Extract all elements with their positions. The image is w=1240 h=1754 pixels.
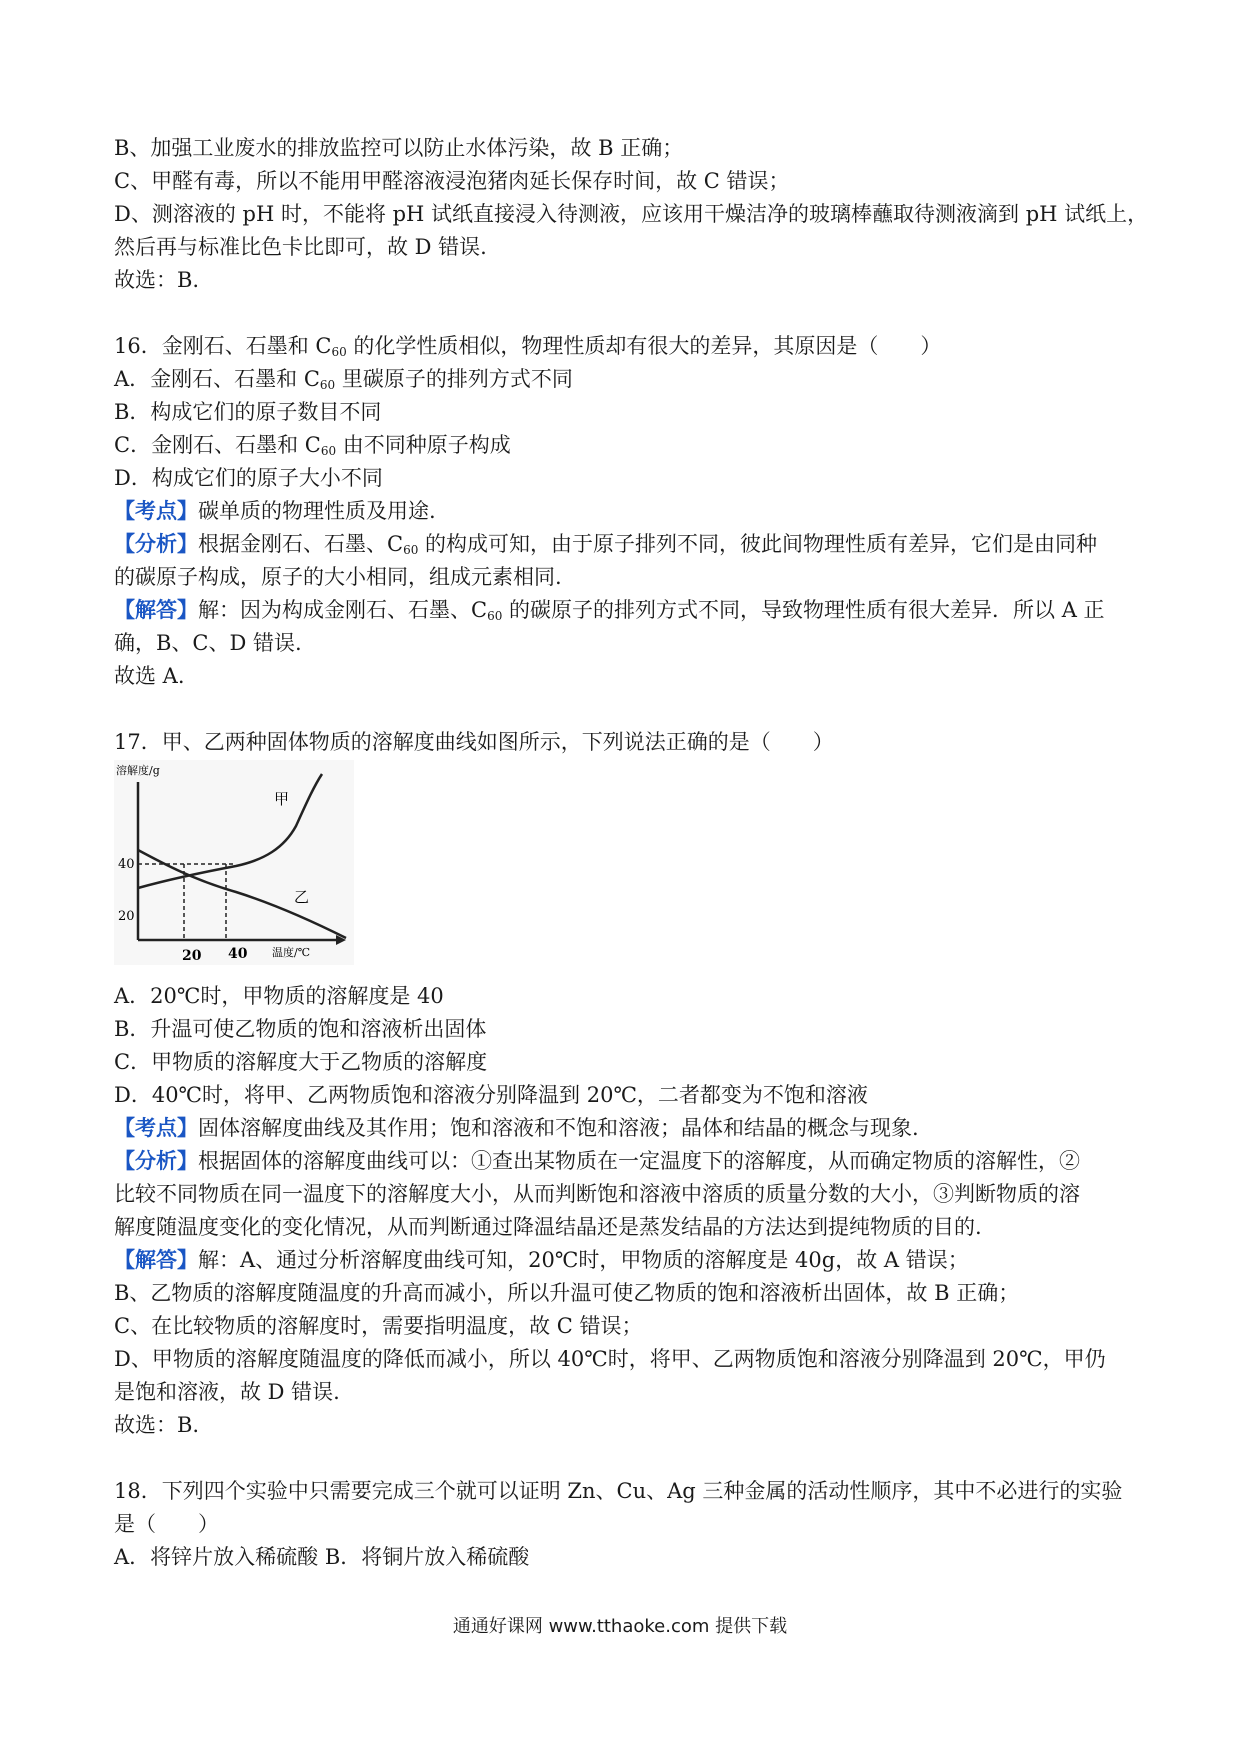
text-line: 【考点】固体溶解度曲线及其作用；饱和溶液和不饱和溶液；晶体和结晶的概念与现象. [114,1115,919,1140]
text-line: 解度随温度变化的变化情况，从而判断通过降温结晶还是蒸发结晶的方法达到提纯物质的目的. [114,1215,982,1239]
text-line: A．金刚石、石墨和 $C_{60}$ 里碳原子的排列方式不同 [114,367,573,392]
chart-background [114,760,354,965]
text-line: A．将锌片放入稀硫酸 B．将铜片放入稀硫酸 [114,1545,530,1569]
text-line: B．升温可使乙物质的饱和溶液析出固体 [114,1017,487,1041]
text-line: 确，B、C、D 错误. [114,631,302,655]
text-line: C、在比较物质的溶解度时，需要指明温度，故 C 错误； [114,1314,643,1338]
x-axis-label: 温度/℃ [272,946,311,959]
text-line: D．构成它们的原子大小不同 [114,466,383,490]
y-tick-40: 40 [118,857,135,872]
text-line: 16．金刚石、石墨和 $C_{60}$ 的化学性质相似，物理性质却有很大的差异，其原因是（ ） [114,334,942,359]
text-line: 【分析】根据金刚石、石墨、$C_{60}$ 的构成可知，由于原子排列不同，彼此间物理性质有差异，它们是由同种 [114,531,1098,557]
text-line: 然后再与标准比色卡比即可，故 D 错误. [114,235,487,259]
curve-label-yi: 乙 [294,888,310,906]
text-line: 故选：B. [114,268,200,292]
text-line: 的碳原子构成，原子的大小相同，组成元素相同. [114,565,562,589]
text-line: B、乙物质的溶解度随温度的升高而减小，所以升温可使乙物质的饱和溶液析出固体，故 B 正确； [114,1281,1020,1305]
text-line: D、测溶液的 pH 时，不能将 pH 试纸直接浸入待测液，应该用干燥洁净的玻璃棒蘸取待测液滴到 pH 试纸上， [114,202,1149,226]
text-line: A．20℃时，甲物质的溶解度是 40 [114,984,444,1008]
text-line: 是饱和溶液，故 D 错误. [114,1380,340,1404]
text-line: D、甲物质的溶解度随温度的降低而减小，所以 40℃时，将甲、乙两物质饱和溶液分别降温到 20℃，甲仍 [114,1347,1106,1371]
text-line: 比较不同物质在同一温度下的溶解度大小，从而判断饱和溶液中溶质的质量分数的大小，③判断物质的溶 [114,1182,1080,1206]
curve-label-jia: 甲 [274,790,290,808]
text-line: C．甲物质的溶解度大于乙物质的溶解度 [114,1050,488,1074]
x-tick-40: 40 [228,946,248,962]
page-footer: 通通好课网 www.tthaoke.com 提供下载 [452,1616,788,1637]
x-tick-20: 20 [182,948,202,964]
text-line: 是（ ） [114,1512,219,1536]
text-line: 【解答】解：因为构成金刚石、石墨、$C_{60}$ 的碳原子的排列方式不同，导致物理性质有很大差异．所以 A 正 [114,597,1105,623]
text-line: 【分析】根据固体的溶解度曲线可以：①查出某物质在一定温度下的溶解度，从而确定物质的溶解性，② [114,1148,1080,1173]
text-line: 故选 A. [114,664,185,688]
text-line: 18．下列四个实验中只需要完成三个就可以证明 Zn、Cu、Ag 三种金属的活动性顺序，其中不必进行的实验 [114,1479,1123,1503]
text-line: D．40℃时，将甲、乙两物质饱和溶液分别降温到 20℃，二者都变为不饱和溶液 [114,1083,868,1107]
y-tick-20: 20 [118,909,135,924]
text-line: C、甲醛有毒，所以不能用甲醛溶液浸泡猪肉延长保存时间，故 C 错误； [114,169,790,193]
text-line: C．金刚石、石墨和 $C_{60}$ 由不同种原子构成 [114,433,511,458]
text-line: 17．甲、乙两种固体物质的溶解度曲线如图所示，下列说法正确的是（ ） [114,730,834,754]
text-line: B、加强工业废水的排放监控可以防止水体污染，故 B 正确； [114,136,684,160]
solubility-curve-chart [114,760,354,965]
text-line: 【解答】解：A、通过分析溶解度曲线可知，20℃时，甲物质的溶解度是 40g，故 A 错误； [114,1247,969,1272]
y-axis-label: 溶解度/g [116,764,160,777]
text-line: 【考点】碳单质的物理性质及用途. [114,498,436,523]
text-line: B．构成它们的原子数目不同 [114,400,382,424]
text-line: 故选：B. [114,1413,200,1437]
